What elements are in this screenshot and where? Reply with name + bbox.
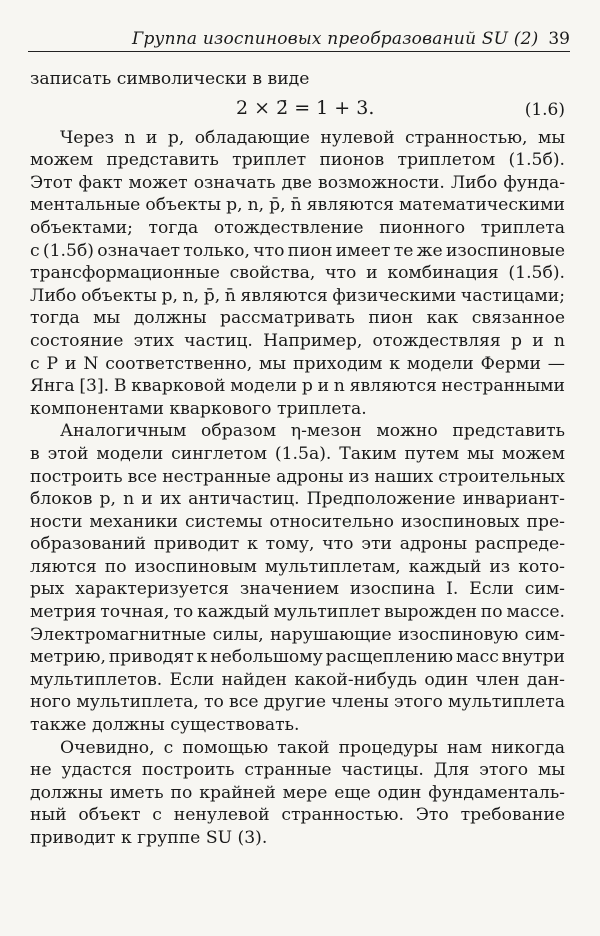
- text-line: ности механики системы относительно изоспиновых пре-: [30, 511, 565, 532]
- paragraph-2: [30, 420, 565, 736]
- text-line: Через n и p, обладающие нулевой странностью, мы: [60, 127, 565, 148]
- formula-expression: 2 × 2̄ = 1 + 3.: [236, 96, 375, 119]
- text-line: с P и N соответственно, мы приходим к модели Ферми —: [30, 353, 565, 374]
- text-line: тогда мы должны рассматривать пион как связанное: [30, 308, 565, 329]
- paragraphs: [30, 127, 565, 850]
- text-line: трансформационные свойства, что и комбинация (1.5б).: [30, 263, 565, 284]
- text-line: Либо объекты p, n, p̄, n̄ являются физическими частицами;: [30, 285, 565, 306]
- text-line: Электромагнитные силы, нарушающие изоспиновую сим-: [30, 624, 565, 645]
- text-line: компонентами кваркового триплета.: [30, 398, 367, 419]
- text-line: мультиплетов. Если найден какой-нибудь один член дан-: [30, 669, 565, 690]
- text-line: с (1.5б) означает только, что пион имеет те же изоспиновые: [30, 240, 565, 261]
- formula-1-6: [30, 91, 565, 127]
- text-line: не удастся построить странные частицы. Для этого мы: [30, 760, 565, 781]
- text-line: ного мультиплета, то все другие члены этого мультиплета: [30, 692, 565, 713]
- intro-line: записать символически в виде: [30, 69, 310, 89]
- page-number: 39: [548, 29, 570, 49]
- text-line: Этот факт может означать две возможности. Либо фунда-: [30, 172, 565, 193]
- text-line: метрию, приводят к небольшому расщеплению масс внутри: [30, 647, 565, 668]
- formula-number: (1.6): [524, 99, 565, 120]
- paragraph-1: [30, 127, 565, 421]
- text-line: ный объект с ненулевой странностью. Это требование: [30, 805, 565, 826]
- text-line: состояние этих частиц. Например, отождествляя p и n: [30, 330, 565, 351]
- text-line: метрия точная, то каждый мультиплет вырожден по массе.: [30, 602, 565, 623]
- running-head-title: Группа изоспиновых преобразований SU (2): [132, 29, 539, 49]
- text-line: ментальные объекты p, n, p̄, n̄ являются математическими: [30, 195, 565, 216]
- text-line: блоков p, n и их античастиц. Предположение инвариант-: [30, 489, 565, 510]
- paragraph-3: [30, 737, 565, 850]
- text-line: построить все нестранные адроны из наших строительных: [30, 466, 565, 487]
- text-line: можем представить триплет пионов триплетом (1.5б).: [30, 150, 565, 171]
- text-line: должны иметь по крайней мере еще один фундаменталь-: [30, 782, 565, 803]
- text-line: приводит к группе SU (3).: [30, 828, 268, 848]
- text-line: в этой модели синглетом (1.5а). Таким путем мы можем: [30, 443, 565, 464]
- text-line: Очевидно, с помощью такой процедуры нам никогда: [60, 737, 565, 758]
- text-line: образований приводит к тому, что эти адроны распреде-: [30, 534, 565, 555]
- running-head: [28, 27, 570, 52]
- text-line: рых характеризуется значением изоспина I. Если сим-: [30, 579, 565, 600]
- text-line: Аналогичным образом η-мезон можно представить: [60, 421, 565, 442]
- text-line: ляются по изоспиновым мультиплетам, каждый из кото-: [30, 556, 565, 577]
- text-line: Янга [3]. В кварковой модели p и n являются нестранными: [30, 376, 565, 397]
- body-text: [30, 68, 565, 850]
- text-line: также должны существовать.: [30, 715, 300, 736]
- text-line: объектами; тогда отождествление пионного триплета: [30, 217, 565, 238]
